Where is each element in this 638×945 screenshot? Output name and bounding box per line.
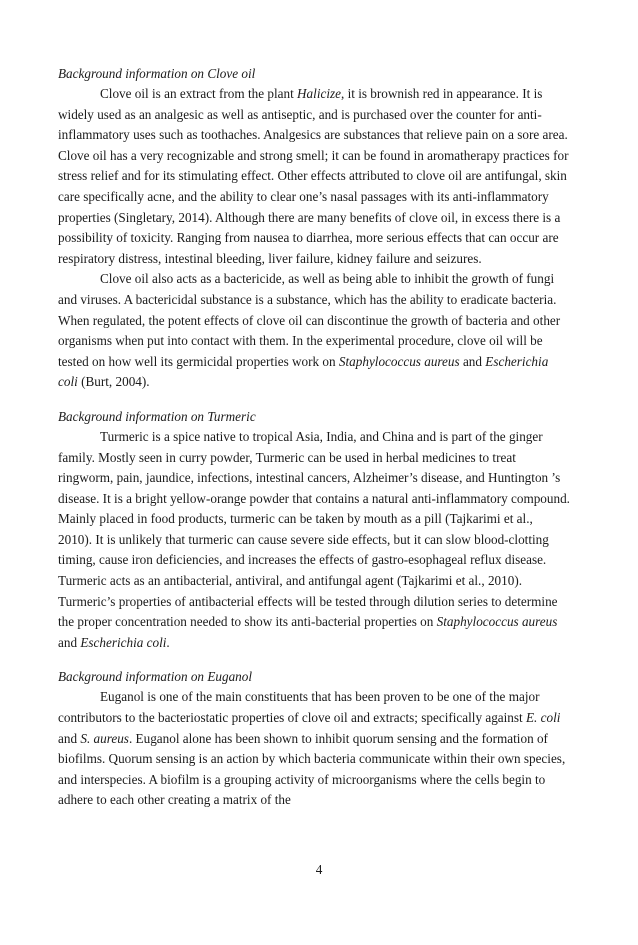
text-run-italic: E. coli bbox=[526, 710, 561, 726]
text-run: Clove oil is an extract from the plant bbox=[100, 86, 298, 101]
text-run-italic: Escherichia coli bbox=[80, 634, 167, 650]
paragraph bbox=[58, 427, 570, 654]
text-run: Euganol is one of the main constituents that has been proven to be one of the major contributors to the bacteriostatic properties of clove oil and extracts; specifically against bbox=[58, 689, 540, 726]
text-run: . bbox=[166, 634, 170, 650]
text-run-italic: Escherichia coli bbox=[58, 353, 549, 390]
text-run-italic: Halicize bbox=[297, 86, 341, 101]
section-heading-clove-oil: Background information on Clove oil bbox=[58, 66, 256, 81]
text-run: Clove oil also acts as a bactericide, as well as being able to inhibit the growth of fungi and viruses. A bactericidal substance is a substance, which has the ability to eradicate bacteria. When regulated, the potent effects of clove oil can discontinue the growth of bacteria and other organisms when put into contact with them. In the experimental procedure, clove oil will be tested on how well its germicidal properties work on bbox=[58, 271, 561, 369]
section-heading-turmeric: Background information on Turmeric bbox=[58, 408, 256, 424]
text-run: and bbox=[58, 634, 81, 650]
section-heading-euganol: Background information on Euganol bbox=[58, 669, 253, 685]
text-run: , it is brownish red in appearance. It is widely used as an analgesic as well as antiseptic, and is purchased over the counter for anti-inflammatory uses such as toothaches. Analgesics are substances that relieve pain on a sore area. Clove oil has a very recognizable and strong smell; it can be found in aromatherapy practices for stress relief and for its stimulating effect. Other effects attributed to clove oil are antifungal, skin care specifically acne, and the ability to clear one’s nasal passages with its anti-inflammatory properties (Singletary, 2014). Although there are many benefits of clove oil, in excess there is a possibility of toxicity. Ranging from nausea to diarrhea, more serious effects that can occur are respiratory distress, intestinal bleeding, liver failure, kidney failure and seizures. bbox=[58, 86, 569, 266]
document-body bbox=[58, 64, 570, 825]
text-run: and bbox=[459, 353, 486, 369]
paragraph bbox=[58, 269, 570, 393]
text-run-italic: Staphylococcus aureus bbox=[436, 614, 558, 630]
section-clove-oil bbox=[58, 64, 570, 393]
section-turmeric bbox=[58, 407, 570, 654]
text-run: and bbox=[58, 730, 81, 746]
text-run-italic: Staphylococcus aureus bbox=[338, 353, 460, 369]
text-run: . Euganol alone has been shown to inhibit quorum sensing and the formation of biofilms. Quorum sensing is an action by which bacteria communicate within their own species, and interspecies. A biofilm is a grouping activity of microorganisms where the cells begin to adhere to each other creating a matrix of the bbox=[58, 730, 566, 808]
page-number: 4 bbox=[315, 862, 323, 877]
text-run: Turmeric is a spice native to tropical Asia, India, and China and is part of the ginger family. Mostly seen in curry powder, Turmeric can be used in herbal medicines to treat ringworm, pain, jaundice, infections, intestinal cancers, Alzheimer’s disease, and Huntington ’s disease. It is a bright yellow-orange powder that contains a natural anti-inflammatory compound. Mainly placed in food products, turmeric can be taken by mouth as a pill (Tajkarimi et al., 2010). It is unlikely that turmeric can cause severe side effects, but it can slow blood-clotting timing, cause iron deficiencies, and increases the effects of gastro-esophageal reflux disease. Turmeric acts as an antibacterial, antiviral, and antifungal agent (Tajkarimi et al., 2010). Turmeric’s properties of antibacterial effects will be tested through dilution series to determine the proper concentration needed to show its anti-bacterial properties on bbox=[58, 428, 570, 630]
text-run-italic: S. aureus bbox=[80, 730, 129, 746]
text-run: (Burt, 2004). bbox=[77, 374, 150, 390]
section-euganol bbox=[58, 667, 570, 811]
paragraph bbox=[58, 84, 570, 269]
paragraph bbox=[58, 687, 570, 811]
